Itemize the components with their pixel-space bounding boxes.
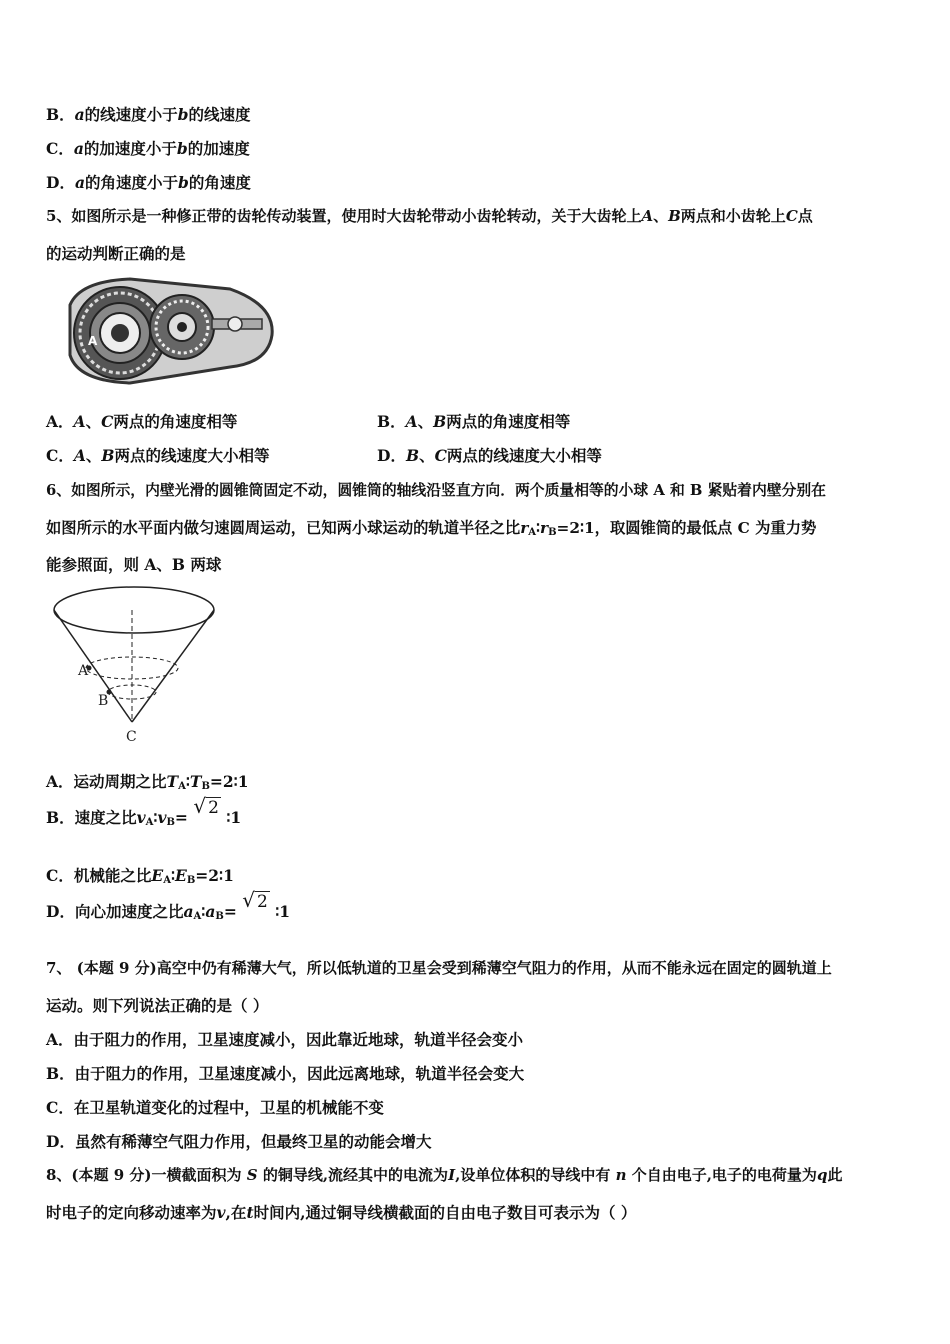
q6-stem-line2: 如图所示的水平面内做匀速圆周运动，已知两小球运动的轨道半径之比$r_A∶r_B=2∶1$，取圆锥筒的最低点 C 为重力势 [46, 519, 817, 538]
q7-stem-line1: 7、 (本题 9 分)高空中仍有稀薄大气，所以低轨道的卫星会受到稀薄空气阻力的作用，从而不能永远在固定的圆轨道上 [46, 959, 832, 977]
sqrt-symbol: √ 2 [193, 794, 219, 818]
q5-stem-line2: 的运动判断正确的是 [46, 244, 186, 263]
q6-stem-line3: 能参照面，则 A、B 两球 [46, 555, 222, 574]
cone-label-c: C [126, 729, 137, 745]
cone-label-a: A [78, 663, 89, 679]
q5-stem-line1: 5、如图所示是一种修正带的齿轮传动装置，使用时大齿轮带动小齿轮转动，关于大齿轮上A、B两点和小齿轮上C点 [46, 207, 813, 225]
gear-label-a: A [88, 334, 98, 348]
q5-option-d[interactable]: D．B、C两点的线速度大小相等 [377, 446, 602, 465]
q6-option-a[interactable]: A．运动周期之比$T_A∶T_B=2∶1$ [46, 772, 249, 792]
q6-stem-line1: 6、如图所示，内壁光滑的圆锥筒固定不动，圆锥筒的轴线沿竖直方向．两个质量相等的小球 A 和 B 紧贴着内壁分别在 [46, 482, 826, 499]
q7-stem-line2: 运动。则下列说法正确的是（ ） [46, 996, 269, 1015]
gear-figure [60, 275, 280, 390]
q5-option-c[interactable]: C．A、B两点的线速度大小相等 [46, 446, 270, 465]
q8-stem-line1: 8、(本题 9 分)一横截面积为 S 的铜导线,流经其中的电流为I,设单位体积的导线中有 n 个自由电子,电子的电荷量为q此 [46, 1166, 843, 1184]
q6-option-b[interactable]: B．速度之比$v_A∶v_B=$ √ 2 ∶1 [46, 794, 242, 828]
sqrt-symbol: √ 2 [242, 888, 268, 912]
q6-option-d[interactable]: D．向心加速度之比$a_A∶a_B=$ √ 2 ∶1 [46, 888, 291, 922]
cone-figure [50, 582, 225, 747]
q5-option-b[interactable]: B．A、B两点的角速度相等 [377, 412, 571, 431]
q7-option-a[interactable]: A．由于阻力的作用，卫星速度减小，因此靠近地球，轨道半径会变小 [46, 1030, 524, 1049]
q4-option-b: B．a的线速度小于b的线速度 [46, 105, 251, 124]
q6-option-c[interactable]: C．机械能之比$E_A∶E_B=2∶1$ [46, 866, 234, 886]
q5-option-a[interactable]: A．A、C两点的角速度相等 [46, 412, 238, 431]
q7-option-c[interactable]: C．在卫星轨道变化的过程中，卫星的机械能不变 [46, 1098, 384, 1117]
q7-option-d[interactable]: D．虽然有稀薄空气阻力作用，但最终卫星的动能会增大 [46, 1132, 432, 1151]
q8-stem-line2: 时电子的定向移动速率为v,在t时间内,通过铜导线横截面的自由电子数目可表示为（ ） [46, 1203, 637, 1222]
cone-label-b: B [98, 693, 109, 709]
q4-option-c: C．a的加速度小于b的加速度 [46, 139, 250, 158]
q4-option-d: D．a的角速度小于b的角速度 [46, 173, 251, 192]
q7-option-b[interactable]: B．由于阻力的作用，卫星速度减小，因此远离地球，轨道半径会变大 [46, 1064, 525, 1083]
